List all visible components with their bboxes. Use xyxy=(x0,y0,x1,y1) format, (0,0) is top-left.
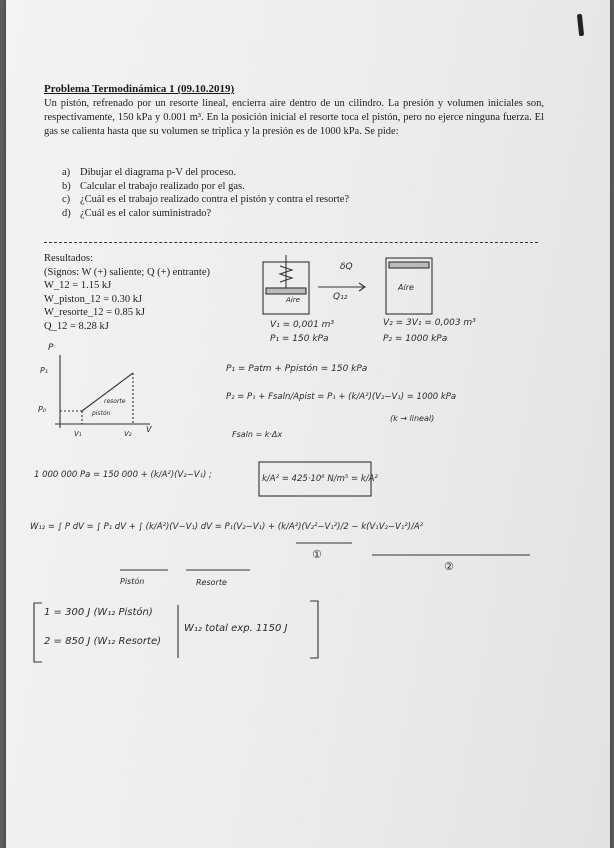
piston-initial xyxy=(266,288,306,294)
results-heading: Resultados: xyxy=(44,253,93,264)
pv-label-piston: pistón xyxy=(92,410,111,417)
result-w-resorte: W_resorte_12 = 0.85 kJ xyxy=(44,307,145,318)
pv-label-v1: V₁ xyxy=(74,430,82,438)
label-resorte: Resorte xyxy=(196,578,227,587)
pv-label-p: P xyxy=(48,343,54,353)
question-item: c) ¿Cuál es el trabajo realizado contra el pistón y contra el resorte? xyxy=(62,194,350,205)
piston-final xyxy=(389,262,429,268)
pv-label-v: V xyxy=(146,425,152,434)
left-bracket xyxy=(34,603,42,662)
q12-label: Q₁₂ xyxy=(333,292,348,302)
problem-statement: Un pistón, refrenado por un resorte lineal, encierra aire dentro de un cilindro. La presión y volumen iniciales son, respectivamente, 150 kPa y 0.001 m³. En la posición inicial el resorte toca el pistón, pero no ejerce ninguna fuerza. El gas se calienta hasta que su volumen se triplica y la presión es de 1000 kPa. Se pide: xyxy=(44,98,544,137)
bracket-line-1: 1 = 300 J (W₁₂ Pistón) xyxy=(44,607,153,618)
circle-1: ① xyxy=(312,548,322,561)
equation-p2: P₂ = P₁ + Fsaln/Apist = P₁ + (k/A²)(V₂−V₁) = 1000 kPa xyxy=(226,392,457,402)
pv-process-line xyxy=(82,373,133,411)
pv-label-p1: P₁ xyxy=(40,366,49,375)
problem-title: Problema Termodinámica 1 (09.10.2019) xyxy=(44,83,235,95)
heat-label: δQ xyxy=(340,262,353,272)
total-work: W₁₂ total exp. 1150 J xyxy=(184,623,288,634)
question-item: d) ¿Cuál es el calor suministrado? xyxy=(62,207,212,219)
equation-p1: P₁ = Patm + Ppistón = 150 kPa xyxy=(226,364,368,374)
lineal-note: (k → lineal) xyxy=(390,414,435,423)
state1-pressure: P₁ = 150 kPa xyxy=(270,334,329,344)
circle-2: ② xyxy=(444,560,454,573)
question-item: a) Dibujar el diagrama p-V del proceso. xyxy=(62,167,237,178)
right-bracket xyxy=(310,601,318,658)
question-item: b) Calcular el trabajo realizado por el gas. xyxy=(62,180,245,192)
label-piston: Pistón xyxy=(120,577,145,586)
spring-force: Fsaln = k·Δx xyxy=(232,430,283,439)
state2-volume: V₂ = 3V₁ = 0,003 m³ xyxy=(383,318,476,328)
air-label-2: Aire xyxy=(398,283,414,292)
boxed-constant-text: k/A² = 425·10⁶ N/m⁵ = k/A² xyxy=(262,474,378,484)
equation-constant: 1 000 000 Pa = 150 000 + (k/A²)(V₂−V₁) ; xyxy=(34,470,212,480)
result-w-piston: W_piston_12 = 0.30 kJ xyxy=(44,293,143,305)
pv-label-p0: P₀ xyxy=(38,405,47,414)
pv-label-resorte: resorte xyxy=(104,398,126,405)
sign-convention: (Signos: W (+) saliente; Q (+) entrante) xyxy=(44,266,210,278)
work-integral: W₁₂ = ∫ P dV = ∫ P₁ dV + ∫ (k/A²)(V−V₁) dV = P₁(V₂−V₁) + (k/A²)(V₂²−V₁²)/2 − k(V₁V₂−V₁²)/A² xyxy=(30,522,424,532)
air-label-1: Aire xyxy=(286,296,300,304)
state2-pressure: P₂ = 1000 kPa xyxy=(383,334,448,344)
result-w12: W_12 = 1.15 kJ xyxy=(44,280,112,291)
state1-volume: V₁ = 0,001 m³ xyxy=(270,320,335,330)
pv-label-v2: V₂ xyxy=(124,430,132,438)
result-q12: Q_12 = 8.28 kJ xyxy=(44,320,109,332)
bracket-line-2: 2 = 850 J (W₁₂ Resorte) xyxy=(44,636,161,647)
